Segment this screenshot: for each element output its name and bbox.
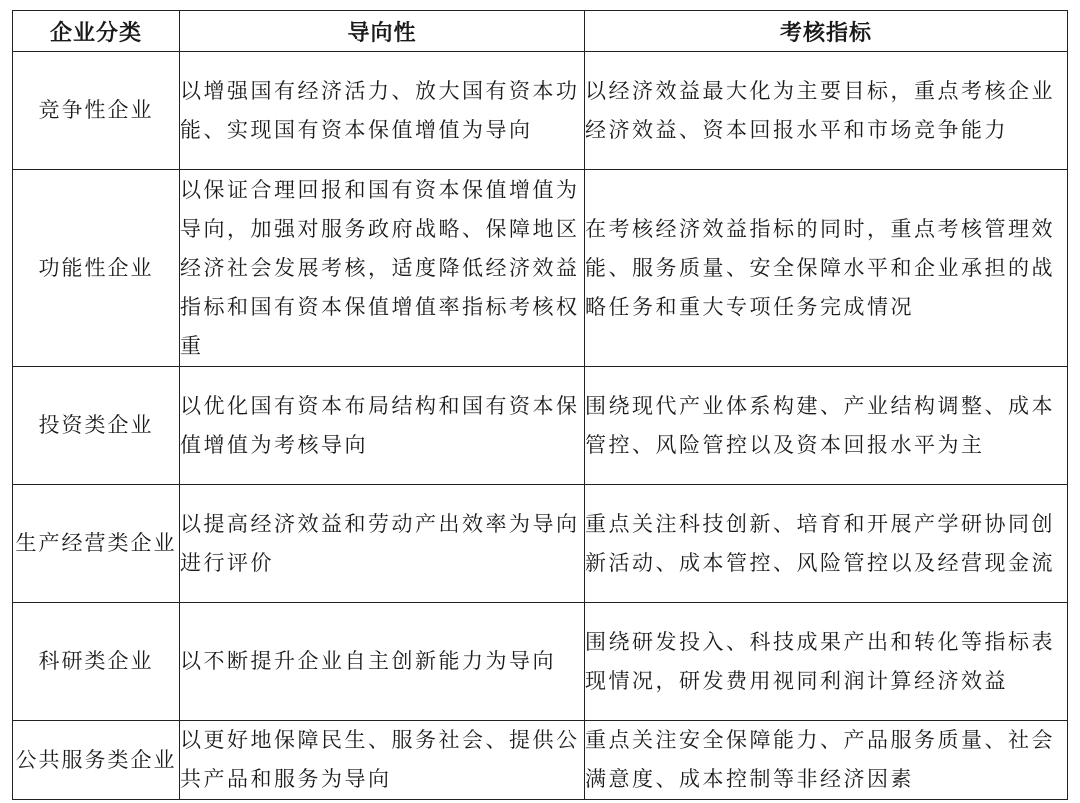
classification-table — [12, 10, 1068, 800]
orientation-cell: 以保证合理回报和国有资本保值增值为导向，加强对服务政府战略、保障地区经济社会发展考核，适度降低经济效益指标和国有资本保值增值率指标考核权重 — [180, 170, 585, 367]
category-cell: 竞争性企业 — [13, 52, 180, 170]
category-cell: 生产经营类企业 — [13, 485, 180, 603]
table-row — [13, 603, 1068, 721]
table-row — [13, 485, 1068, 603]
table-row — [13, 367, 1068, 485]
indicators-cell: 重点关注安全保障能力、产品服务质量、社会满意度、成本控制等非经济因素 — [585, 721, 1068, 800]
orientation-cell: 以优化国有资本布局结构和国有资本保值增值为考核导向 — [180, 367, 585, 485]
table-row — [13, 52, 1068, 170]
category-cell: 功能性企业 — [13, 170, 180, 367]
indicators-cell: 围绕现代产业体系构建、产业结构调整、成本管控、风险管控以及资本回报水平为主 — [585, 367, 1068, 485]
category-cell: 公共服务类企业 — [13, 721, 180, 800]
indicators-cell: 在考核经济效益指标的同时，重点考核管理效能、服务质量、安全保障水平和企业承担的战略任务和重大专项任务完成情况 — [585, 170, 1068, 367]
category-cell: 科研类企业 — [13, 603, 180, 721]
orientation-cell: 以提高经济效益和劳动产出效率为导向进行评价 — [180, 485, 585, 603]
header-indicators: 考核指标 — [585, 11, 1068, 52]
indicators-cell: 围绕研发投入、科技成果产出和转化等指标表现情况，研发费用视同利润计算经济效益 — [585, 603, 1068, 721]
orientation-cell: 以更好地保障民生、服务社会、提供公共产品和服务为导向 — [180, 721, 585, 800]
header-category: 企业分类 — [13, 11, 180, 52]
indicators-cell: 以经济效益最大化为主要目标，重点考核企业经济效益、资本回报水平和市场竞争能力 — [585, 52, 1068, 170]
table-row — [13, 170, 1068, 367]
header-orientation: 导向性 — [180, 11, 585, 52]
indicators-cell: 重点关注科技创新、培育和开展产学研协同创新活动、成本管控、风险管控以及经营现金流 — [585, 485, 1068, 603]
orientation-cell: 以增强国有经济活力、放大国有资本功能、实现国有资本保值增值为导向 — [180, 52, 585, 170]
category-cell: 投资类企业 — [13, 367, 180, 485]
header-row — [13, 11, 1068, 52]
table-row — [13, 721, 1068, 800]
orientation-cell: 以不断提升企业自主创新能力为导向 — [180, 603, 585, 721]
